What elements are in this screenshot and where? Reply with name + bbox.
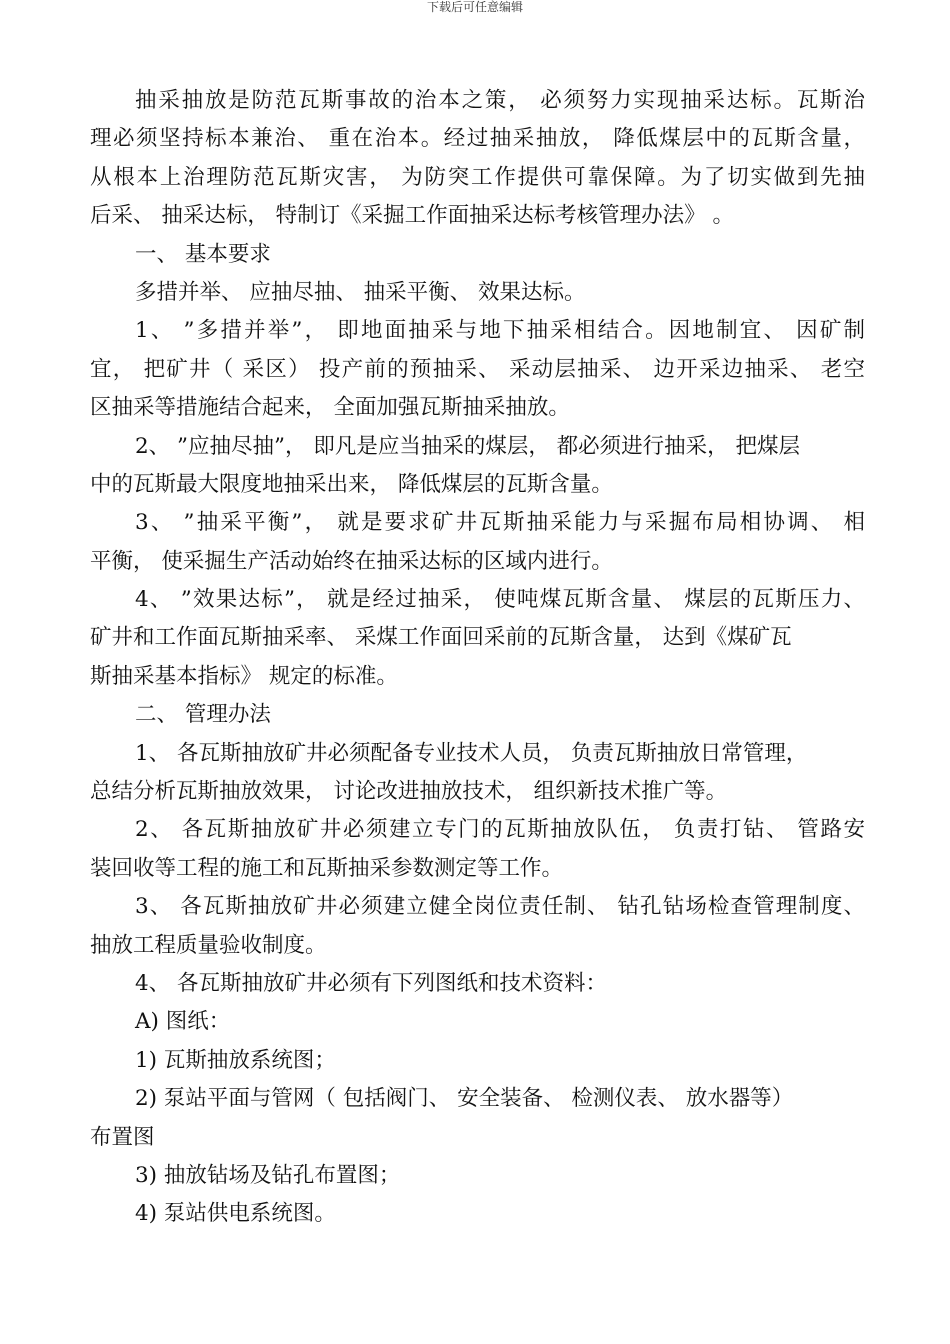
text-line: 从根本上治理防范瓦斯灾害， 为防突工作提供可靠保障。为了切实做到先抽 — [90, 164, 865, 190]
document-body — [90, 82, 865, 1234]
text-line: 1、 各瓦斯抽放矿井必须配备专业技术人员， 负责瓦斯抽放日常管理， — [135, 740, 808, 766]
text-line: 理必须坚持标本兼治、 重在治本。经过抽采抽放， 降低煤层中的瓦斯含量， — [90, 126, 865, 152]
text-line: 多措并举、 应抽尽抽、 抽采平衡、 效果达标。 — [135, 279, 586, 305]
text-line: 4、 各瓦斯抽放矿井必须有下列图纸和技术资料： — [135, 970, 608, 996]
text-line: 一、 基本要求 — [135, 241, 271, 267]
text-line: 总结分析瓦斯抽放效果， 讨论改进抽放技术， 组织新技术推广等。 — [90, 779, 728, 805]
text-line: A) 图纸： — [135, 1009, 231, 1035]
page-header-note: 下载后可任意编辑 — [426, 0, 523, 14]
text-line: 4、 ”效果达标”， 就是经过抽采， 使吨煤瓦斯含量、 煤层的瓦斯压力、 — [135, 587, 865, 613]
text-line: 3、 各瓦斯抽放矿井必须建立健全岗位责任制、 钻孔钻场检查管理制度、 — [135, 894, 865, 920]
text-line: 区抽采等措施结合起来， 全面加强瓦斯抽采抽放。 — [90, 395, 570, 421]
text-line: 3) 抽放钻场及钻孔布置图； — [135, 1162, 401, 1188]
text-line: 装回收等工程的施工和瓦斯抽采参数测定等工作。 — [90, 855, 564, 881]
text-line: 4) 泵站供电系统图。 — [135, 1201, 336, 1227]
text-line: 布置图 — [90, 1124, 155, 1150]
text-line: 1、 ”多措并举”， 即地面抽采与地下抽采相结合。因地制宜、 因矿制 — [135, 318, 865, 344]
text-line: 平衡， 使采掘生产活动始终在抽采达标的区域内进行。 — [90, 548, 613, 574]
text-line: 矿井和工作面瓦斯抽采率、 采煤工作面回采前的瓦斯含量， 达到《煤矿瓦 — [90, 625, 792, 651]
text-line: 斯抽采基本指标》 规定的标准。 — [90, 663, 398, 689]
text-line: 后采、 抽采达标， 特制订《采掘工作面抽采达标考核管理办法》 。 — [90, 203, 735, 229]
text-line: 2、 ”应抽尽抽”， 即凡是应当抽采的煤层， 都必须进行抽采， 把煤层 — [135, 433, 801, 459]
text-line: 1) 瓦斯抽放系统图； — [135, 1047, 336, 1073]
text-line: 二、 管理办法 — [135, 702, 271, 728]
text-line: 2、 各瓦斯抽放矿井必须建立专门的瓦斯抽放队伍， 负责打钻、 管路安 — [135, 817, 865, 843]
text-line: 抽放工程质量验收制度。 — [90, 932, 327, 958]
text-line: 3、 ”抽采平衡”， 就是要求矿井瓦斯抽采能力与采掘布局相协调、 相 — [135, 510, 865, 536]
text-line: 2) 泵站平面与管网（ 包括阀门、 安全装备、 检测仪表、 放水器等） — [135, 1086, 794, 1112]
text-line: 宜， 把矿井（ 采区） 投产前的预抽采、 采动层抽采、 边开采边抽采、 老空 — [90, 356, 865, 382]
text-line: 抽采抽放是防范瓦斯事故的治本之策， 必须努力实现抽采达标。瓦斯治 — [135, 88, 865, 113]
text-line: 中的瓦斯最大限度地抽采出来， 降低煤层的瓦斯含量。 — [90, 471, 613, 497]
